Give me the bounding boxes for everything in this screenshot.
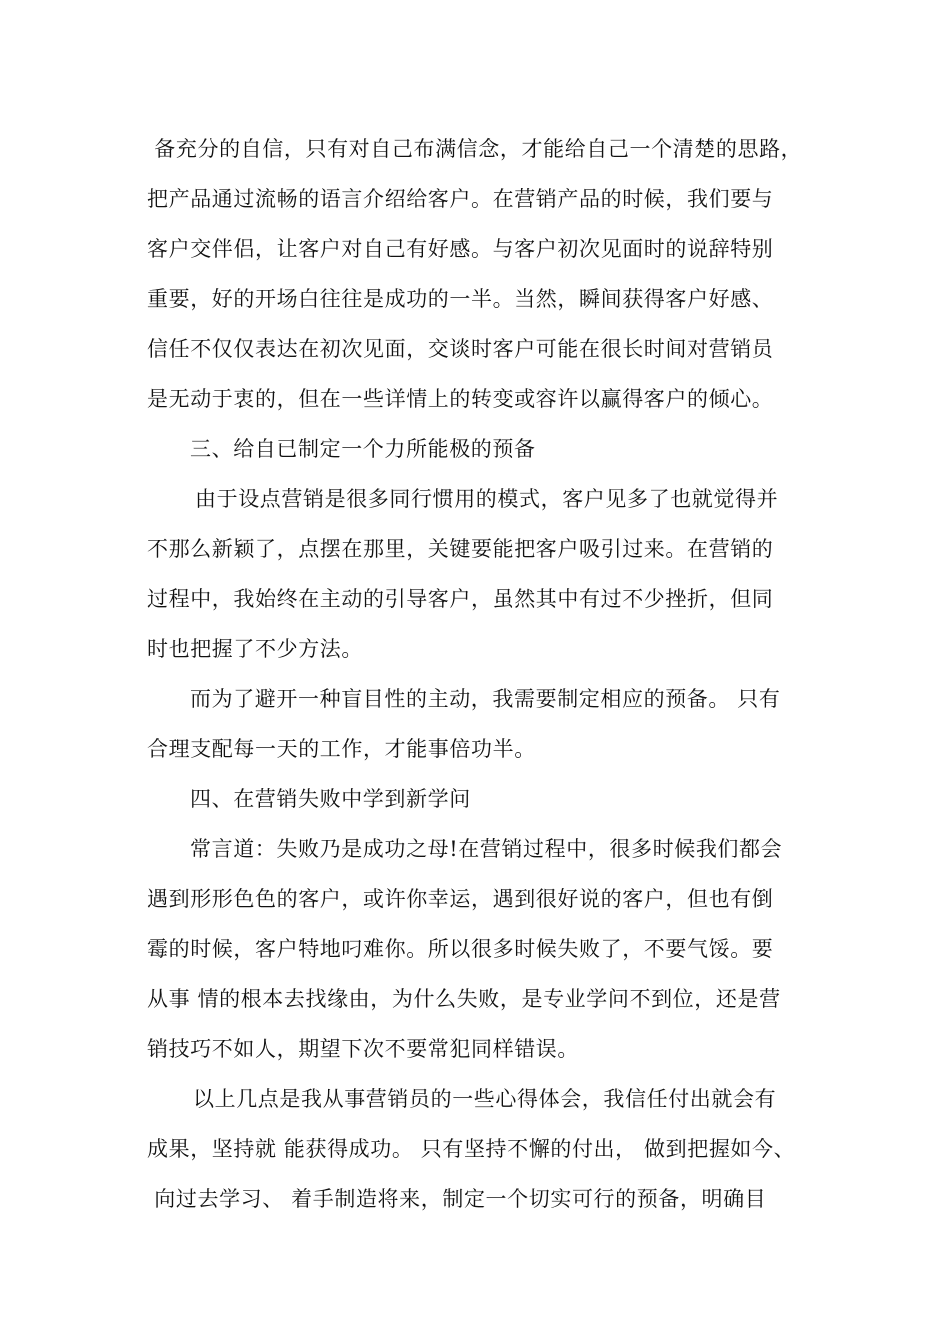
text-line: 信任不仅仅表达在初次见面，交谈时客户可能在很长时间对营销员: [147, 337, 774, 361]
text-line: 备充分的自信，只有对自己布满信念，才能给自己一个清楚的思路，: [147, 137, 803, 161]
text-line: 重要，好的开场白往往是成功的一半。当然，瞬间获得客户好感、: [147, 287, 774, 311]
text-line: 过程中，我始终在主动的引导客户，虽然其中有过不少挫折，但同: [147, 587, 774, 611]
text-line: 常言道：失败乃是成功之母!在营销过程中，很多时候我们都会: [190, 837, 783, 861]
section-heading: 四、在营销失败中学到新学问: [190, 787, 471, 811]
text-line: 是无动于衷的，但在一些详情上的转变或容许以赢得客户的倾心。: [147, 387, 774, 411]
text-line: 客户交伴侣，让客户对自己有好感。与客户初次见面时的说辞特别: [147, 237, 774, 261]
text-line: 成果，坚持就 能获得成功。 只有坚持不懈的付出， 做到把握如今、: [147, 1137, 796, 1161]
text-line: 时也把握了不少方法。: [147, 637, 363, 661]
text-line: 由于设点营销是很多同行惯用的模式，客户见多了也就觉得并: [195, 487, 779, 511]
text-line: 以上几点是我从事营销员的一些心得体会，我信任付出就会有: [193, 1087, 777, 1111]
section-heading: 三、给自已制定一个力所能极的预备: [190, 437, 536, 461]
text-line: 从事 情的根本去找缘由，为什么失败，是专业学问不到位，还是营: [147, 987, 781, 1011]
text-line: 遇到形形色色的客户，或许你幸运，遇到很好说的客户，但也有倒: [147, 887, 774, 911]
text-line: 霉的时候，客户特地叼难你。所以很多时候失败了，不要气馁。要: [147, 937, 774, 961]
text-line: 销技巧不如人，期望下次不要常犯同样错误。: [147, 1037, 579, 1061]
text-line: 向过去学习、 着手制造将来，制定一个切实可行的预备，明确目: [147, 1187, 767, 1211]
text-line: 而为了避开一种盲目性的主动，我需要制定相应的预备。 只有: [190, 687, 781, 711]
text-line: 不那么新颖了，点摆在那里，关键要能把客户吸引过来。在营销的: [147, 537, 774, 561]
text-line: 合理支配每一天的工作，才能事倍功半。: [147, 737, 536, 761]
text-line: 把产品通过流畅的语言介绍给客户。在营销产品的时候，我们要与: [147, 187, 774, 211]
